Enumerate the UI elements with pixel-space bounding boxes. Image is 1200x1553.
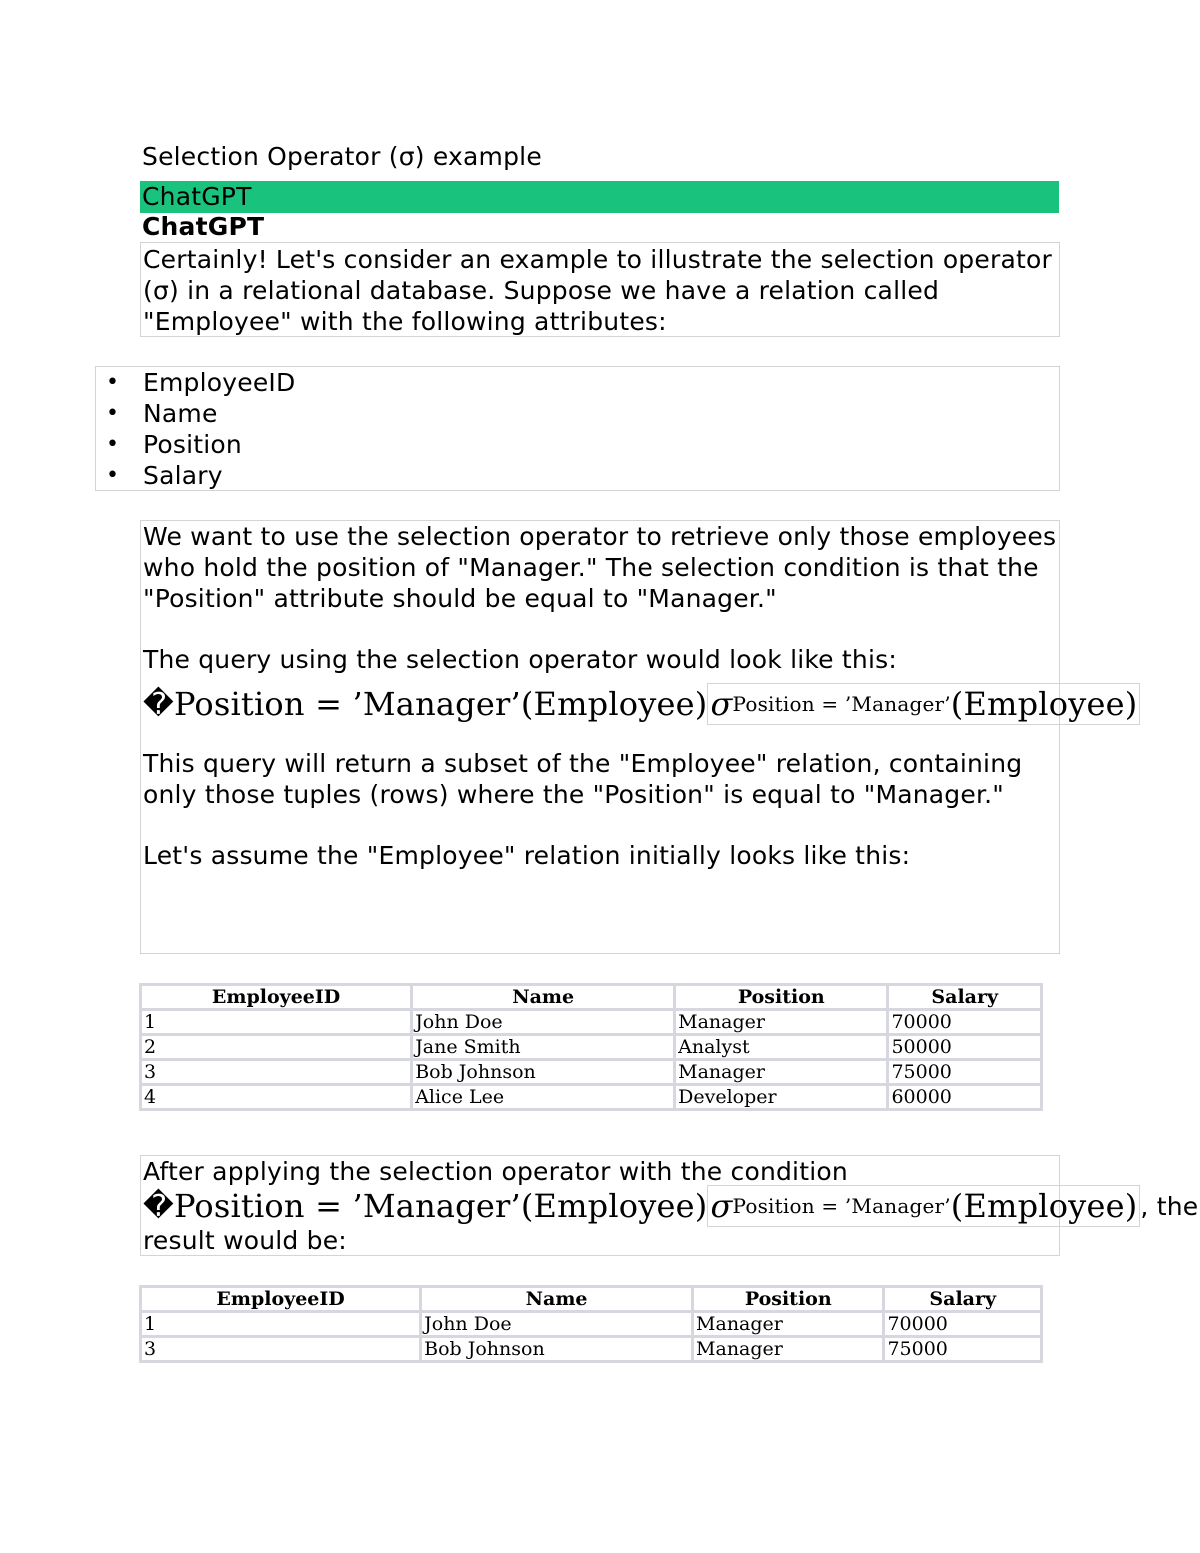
table-row bbox=[141, 1085, 1042, 1110]
after-line-1: After applying the selection operator with the condition bbox=[143, 1157, 848, 1186]
chatgpt-banner bbox=[140, 181, 1059, 213]
table-cell: Manager bbox=[693, 1312, 884, 1337]
result-table bbox=[139, 1285, 1043, 1363]
table-cell: Manager bbox=[675, 1060, 888, 1085]
after-line-3: result would be: bbox=[143, 1226, 347, 1255]
table-row bbox=[141, 1337, 1042, 1362]
bullet-icon: • bbox=[106, 432, 120, 457]
table-row bbox=[141, 1010, 1042, 1035]
table-cell: Bob Johnson bbox=[412, 1060, 675, 1085]
list-item: • Salary bbox=[106, 461, 223, 490]
table-cell: 75000 bbox=[884, 1337, 1042, 1362]
query-expression bbox=[143, 675, 1138, 733]
bullet-icon: • bbox=[106, 370, 120, 395]
paragraph-initial-relation: Let's assume the "Employee" relation initially looks like this: bbox=[143, 841, 911, 870]
header-cell: Position bbox=[675, 985, 888, 1010]
paragraph-query-intro: The query using the selection operator would look like this: bbox=[143, 645, 897, 674]
table-cell: 4 bbox=[141, 1085, 412, 1110]
table-cell: Manager bbox=[693, 1337, 884, 1362]
list-item: • EmployeeID bbox=[106, 368, 296, 397]
table-cell: 60000 bbox=[888, 1085, 1042, 1110]
table-row bbox=[141, 1312, 1042, 1337]
table-cell: 3 bbox=[141, 1337, 421, 1362]
table-cell: Analyst bbox=[675, 1035, 888, 1060]
query-plain-text: Position = ’Manager’(Employee) bbox=[173, 684, 708, 723]
table-cell: Manager bbox=[675, 1010, 888, 1035]
attribute-list bbox=[95, 366, 1060, 491]
condition-formula bbox=[707, 1185, 1140, 1227]
table-cell: 70000 bbox=[884, 1312, 1042, 1337]
table-cell: 1 bbox=[141, 1010, 412, 1035]
table-row bbox=[141, 1035, 1042, 1060]
table-cell: 1 bbox=[141, 1312, 421, 1337]
query-subscript: Position = ’Manager’ bbox=[732, 691, 951, 716]
table-cell: John Doe bbox=[412, 1010, 675, 1035]
header-cell: Salary bbox=[884, 1287, 1042, 1312]
after-trailing-text: , the bbox=[1140, 1191, 1199, 1221]
intro-paragraph: Certainly! Let's consider an example to illustrate the selection operator (σ) in a relational database. Suppose we have a relation called "Employee" with the following attributes: bbox=[140, 242, 1060, 337]
author-label: ChatGPT bbox=[142, 212, 265, 241]
table-cell: 75000 bbox=[888, 1060, 1042, 1085]
banner-label: ChatGPT bbox=[142, 182, 252, 211]
table-cell: Developer bbox=[675, 1085, 888, 1110]
header-cell: EmployeeID bbox=[141, 985, 412, 1010]
sigma-symbol: σ bbox=[710, 1186, 733, 1225]
table-cell: Bob Johnson bbox=[421, 1337, 693, 1362]
condition-plain-text: Position = ’Manager’(Employee) bbox=[173, 1186, 708, 1225]
sigma-symbol: σ bbox=[710, 684, 733, 723]
table-cell: Alice Lee bbox=[412, 1085, 675, 1110]
condition-subscript: Position = ’Manager’ bbox=[732, 1193, 951, 1218]
header-cell: Salary bbox=[888, 985, 1042, 1010]
header-cell: Name bbox=[421, 1287, 693, 1312]
missing-glyph-icon: � bbox=[143, 686, 174, 722]
list-item: • Name bbox=[106, 399, 218, 428]
table-cell: 2 bbox=[141, 1035, 412, 1060]
result-explanation bbox=[140, 1155, 1199, 1256]
condition-relation: (Employee) bbox=[950, 1186, 1138, 1225]
paragraph-selection-goal: We want to use the selection operator to retrieve only those employees who hold the position of "Manager." The selection condition is that the "Position" attribute should be equal to "Manager." bbox=[143, 522, 1057, 613]
table-header-row bbox=[141, 1287, 1042, 1312]
explanation-block bbox=[140, 520, 1138, 954]
header-cell: Name bbox=[412, 985, 675, 1010]
table-cell: 70000 bbox=[888, 1010, 1042, 1035]
header-cell: Position bbox=[693, 1287, 884, 1312]
table-cell: Jane Smith bbox=[412, 1035, 675, 1060]
table-row bbox=[141, 1060, 1042, 1085]
list-item: • Position bbox=[106, 430, 242, 459]
missing-glyph-icon: � bbox=[143, 1188, 174, 1224]
bullet-icon: • bbox=[106, 401, 120, 426]
query-relation: (Employee) bbox=[950, 684, 1138, 723]
bullet-icon: • bbox=[106, 463, 120, 488]
paragraph-query-result: This query will return a subset of the "Employee" relation, containing only those tuples (rows) where the "Position" is equal to "Manager." bbox=[143, 749, 1023, 809]
header-cell: EmployeeID bbox=[141, 1287, 421, 1312]
table-cell: 50000 bbox=[888, 1035, 1042, 1060]
page-title: Selection Operator (σ) example bbox=[142, 142, 542, 171]
table-cell: John Doe bbox=[421, 1312, 693, 1337]
table-cell: 3 bbox=[141, 1060, 412, 1085]
employee-table bbox=[139, 983, 1043, 1111]
condition-expression bbox=[143, 1186, 1199, 1225]
query-formula bbox=[707, 683, 1140, 725]
table-header-row bbox=[141, 985, 1042, 1010]
